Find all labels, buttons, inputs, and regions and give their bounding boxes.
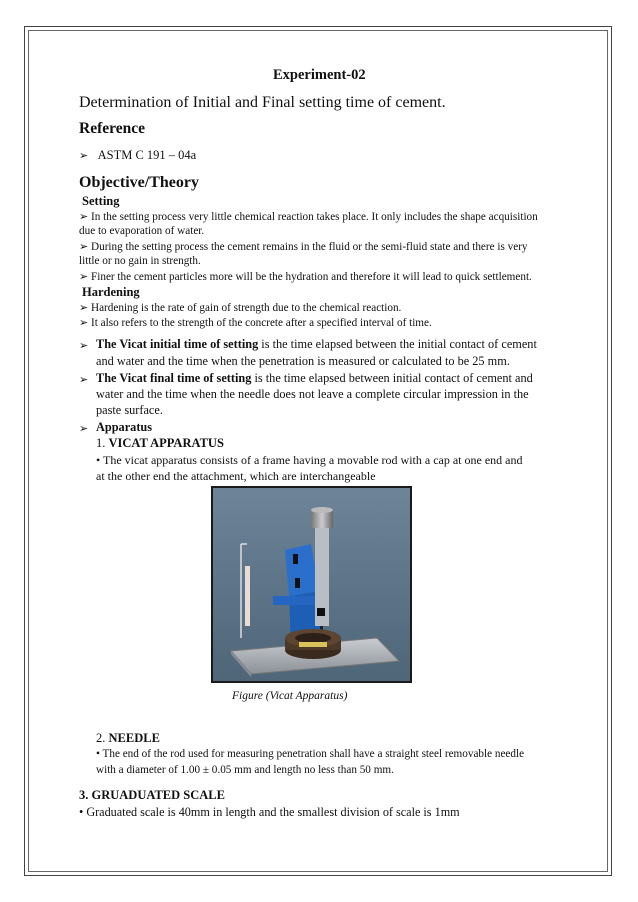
hardening-heading: Hardening [82, 285, 140, 299]
arrow-bullet-icon: ➢ [79, 422, 89, 435]
final-setting-line-3: paste surface. [96, 403, 163, 417]
arrow-bullet-icon: ➢ [79, 149, 89, 162]
initial-setting-line-2: and water and the time when the penetration is measured or calculated to be 25 mm. [96, 354, 510, 368]
apparatus-heading: Apparatus [96, 420, 153, 434]
reference-heading: Reference [79, 120, 145, 137]
final-setting-line-1: The Vicat final time of setting is the time elapsed between initial contact of cement and [96, 371, 533, 385]
hardening-bullet-1: ➢ Hardening is the rate of gain of strength due to the chemical reaction. [79, 301, 402, 314]
objective-heading: Objective/Theory [79, 174, 199, 191]
graduated-scale-heading: 3. GRUADUATED SCALE [79, 788, 225, 802]
arrow-bullet-icon: ➢ [79, 301, 89, 314]
setting-bullet-2: ➢ During the setting process the cement remains in the fluid or the semi-fluid state and there is very [79, 240, 528, 253]
experiment-subtitle: Determination of Initial and Final setting time of cement. [79, 94, 446, 111]
setting-bullet-2-cont: little or no gain in strength. [79, 255, 201, 267]
hardening-bullet-2: ➢ It also refers to the strength of the concrete after a specified interval of time. [79, 316, 432, 329]
needle-description-line-2: with a diameter of 1.00 ± 0.05 mm and length no less than 50 mm. [96, 764, 394, 776]
arrow-bullet-icon: ➢ [79, 240, 89, 253]
page-title: Experiment-02 [273, 67, 366, 83]
setting-bullet-3: ➢ Finer the cement particles more will be the hydration and therefore it will lead to quick settlement. [79, 270, 532, 283]
setting-bullet-1: ➢ In the setting process very little chemical reaction takes place. It only includes the shape acquisition [79, 210, 538, 223]
arrow-bullet-icon: ➢ [79, 316, 89, 329]
initial-setting-line-1: The Vicat initial time of setting is the time elapsed between the initial contact of cement [96, 337, 537, 351]
vicat-description-line-1: • The vicat apparatus consists of a frame having a movable rod with a cap at one end and [96, 453, 523, 467]
arrow-bullet-icon: ➢ [79, 339, 89, 352]
arrow-bullet-icon: ➢ [79, 373, 89, 386]
setting-bullet-1-cont: due to evaporation of water. [79, 225, 205, 237]
arrow-bullet-icon: ➢ [79, 210, 89, 223]
vicat-description-line-2: at the other end the attachment, which are interchangeable [96, 469, 376, 483]
needle-heading: 2. NEEDLE [96, 731, 160, 745]
needle-description-line-1: • The end of the rod used for measuring penetration shall have a straight steel removable needle [96, 748, 525, 760]
final-setting-line-2: water and the time when the needle does not leave a complete circular impression in the [96, 387, 529, 401]
arrow-bullet-icon: ➢ [79, 270, 89, 283]
vicat-apparatus-heading: 1. VICAT APPARATUS [96, 436, 224, 450]
setting-heading: Setting [82, 194, 120, 208]
reference-item: ➢ ASTM C 191 – 04a [79, 148, 197, 162]
vicat-apparatus-illustration [213, 488, 410, 681]
figure-caption: Figure (Vicat Apparatus) [232, 690, 348, 702]
vicat-apparatus-figure [211, 486, 412, 683]
graduated-scale-description: • Graduated scale is 40mm in length and the smallest division of scale is 1mm [79, 805, 460, 819]
